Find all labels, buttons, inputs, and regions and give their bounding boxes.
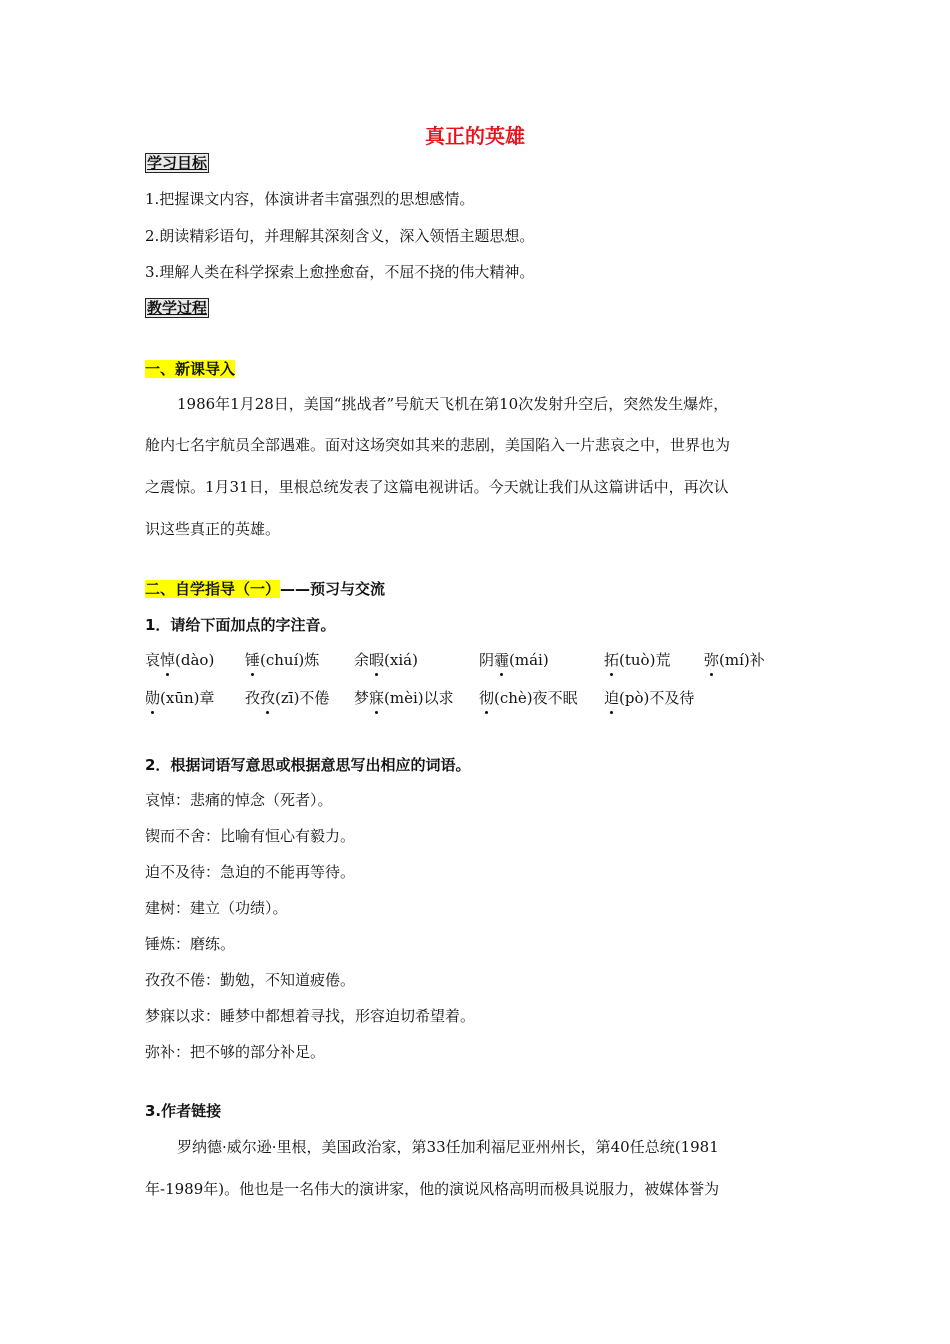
- document-title: 真正的英雄: [425, 124, 525, 148]
- author-line: 罗纳德·威尔逊·里根，美国政治家，第33任加利福尼亚州州长，第40任总统(1981: [177, 1138, 719, 1156]
- goal-item: 1.把握课文内容，体演讲者丰富强烈的思想感情。: [145, 190, 475, 208]
- vocab-item: 梦寐以求：睡梦中都想着寻找，形容迫切希望着。: [145, 1007, 476, 1025]
- dotted-char: 孜: [260, 689, 276, 707]
- process-heading: 教学过程: [147, 299, 208, 317]
- goal-item: 2.朗读精彩语句，并理解其深刻含义，深入领悟主题思想。: [145, 227, 535, 245]
- pinyin-item: [354, 688, 454, 708]
- pinyin-item: [145, 688, 215, 708]
- question1-title: 1．请给下面加点的字注音。: [145, 616, 336, 634]
- pinyin-item: [479, 688, 578, 708]
- pinyin-post: (xūn)章: [160, 689, 215, 707]
- dotted-char: 迫: [604, 689, 620, 707]
- dotted-char: 勋: [145, 689, 161, 707]
- dotted-char: 拓: [604, 651, 620, 669]
- vocab-item: 迫不及待：急迫的不能再等待。: [145, 863, 356, 881]
- pinyin-post: (chè)夜不眠: [494, 689, 578, 707]
- pinyin-pre: 孜: [245, 689, 261, 707]
- dotted-char: 寐: [369, 689, 385, 707]
- dotted-char: 悼: [160, 651, 176, 669]
- pinyin-post: (pò)不及待: [619, 689, 695, 707]
- pinyin-row-1: [145, 650, 845, 674]
- paragraph-line: 1986年1月28日，美国“挑战者”号航天飞机在第10次发射升空后，突然发生爆炸，: [177, 395, 729, 413]
- pinyin-post: (tuò)荒: [619, 651, 671, 669]
- pinyin-pre: 哀: [145, 651, 161, 669]
- pinyin-post: (mái): [509, 651, 549, 669]
- dotted-char: 暇: [369, 651, 385, 669]
- pinyin-item: [354, 650, 418, 670]
- dotted-char: 霾: [494, 651, 510, 669]
- author-line: 年-1989年)。他也是一名伟大的演讲家，他的演说风格高明而极具说服力，被媒体誉为: [145, 1180, 720, 1198]
- vocab-item: 孜孜不倦：勤勉，不知道疲倦。: [145, 971, 356, 989]
- pinyin-item: [604, 650, 670, 670]
- pinyin-item: [245, 650, 319, 670]
- paragraph-line: 之震惊。1月31日，里根总统发表了这篇电视讲话。今天就让我们从这篇讲话中，再次认: [145, 478, 729, 496]
- section1-heading-text: 一、新课导入: [145, 360, 236, 378]
- pinyin-item: [245, 688, 329, 708]
- pinyin-post: (xiá): [384, 651, 418, 669]
- pinyin-post: (dào): [175, 651, 215, 669]
- pinyin-post: (zī)不倦: [275, 689, 330, 707]
- question3-title: 3.作者链接: [145, 1102, 222, 1120]
- vocab-item: 锲而不舍：比喻有恒心有毅力。: [145, 827, 356, 845]
- pinyin-pre: 梦: [354, 689, 370, 707]
- goal-item: 3.理解人类在科学探索上愈挫愈奋，不屈不挠的伟大精神。: [145, 263, 535, 281]
- vocab-item: 建树：建立（功绩）。: [145, 899, 288, 917]
- dotted-char: 弥: [704, 651, 720, 669]
- pinyin-post: (mèi)以求: [384, 689, 454, 707]
- pinyin-pre: 余: [354, 651, 370, 669]
- pinyin-post: (mí)补: [719, 651, 765, 669]
- question2-title: 2．根据词语写意思或根据意思写出相应的词语。: [145, 756, 471, 774]
- pinyin-pre: 阴: [479, 651, 495, 669]
- goals-heading: 学习目标: [147, 154, 208, 172]
- pinyin-post: (chuí)炼: [260, 651, 320, 669]
- paragraph-line: 舱内七名宇航员全部遇难。面对这场突如其来的悲剧，美国陷入一片悲哀之中，世界也为: [145, 436, 731, 454]
- dotted-char: 锤: [245, 651, 261, 669]
- pinyin-item: [704, 650, 765, 670]
- pinyin-row-2: [145, 688, 845, 712]
- paragraph-line: 识这些真正的英雄。: [145, 520, 281, 538]
- pinyin-item: [145, 650, 214, 670]
- pinyin-item: [604, 688, 694, 708]
- section2-heading-marked: 二、自学指导（一）: [145, 580, 281, 598]
- vocab-item: 弥补：把不够的部分补足。: [145, 1043, 326, 1061]
- section2-heading: [145, 579, 385, 599]
- section2-heading-rest: ——预习与交流: [280, 580, 386, 598]
- vocab-item: 哀悼：悲痛的悼念（死者）。: [145, 791, 333, 809]
- vocab-item: 锤炼：磨练。: [145, 935, 236, 953]
- section1-heading: [145, 359, 235, 379]
- dotted-char: 彻: [479, 689, 495, 707]
- pinyin-item: [479, 650, 549, 670]
